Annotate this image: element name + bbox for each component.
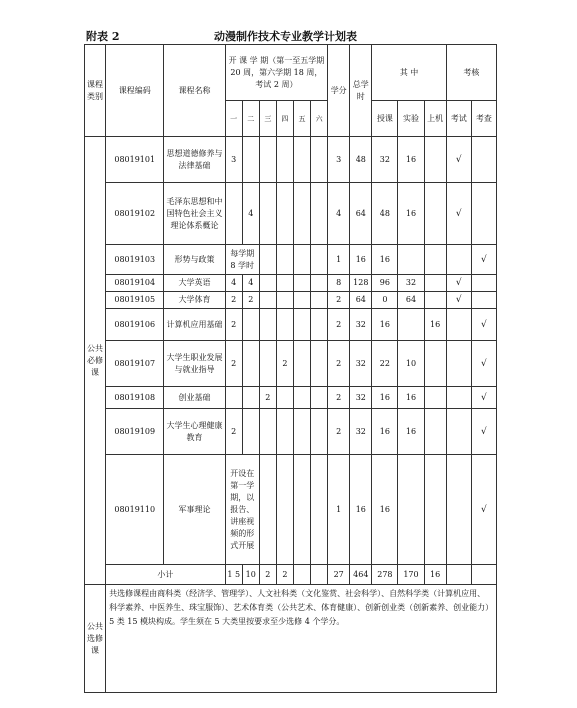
elective-row [85,585,497,693]
semester-value: 2 [225,309,242,341]
semester-value: 3 [225,137,242,183]
attachment-label: 附表 2 [86,30,120,43]
subtotal-label: 小计 [106,565,226,585]
semester-value: 4 [242,275,259,292]
semester-value [276,409,293,455]
category-public-elective: 公共选修课 [85,585,106,693]
exam-mark [446,455,471,565]
semester-value [276,137,293,183]
experiment-hours: 16 [398,387,424,409]
subtotal-semester-3: 2 [259,565,276,585]
table-row [85,183,497,245]
semester-value: 4 [225,275,242,292]
subtotal-experiment: 170 [398,565,424,585]
semester-value [242,409,259,455]
total-hours: 16 [350,245,372,275]
exam-mark [446,387,471,409]
credits: 2 [328,409,350,455]
experiment-hours: 10 [398,341,424,387]
experiment-hours [398,245,424,275]
semester-value [311,137,328,183]
semester-value [311,455,328,565]
semester-value [311,387,328,409]
semester-value [311,245,328,275]
lecture-hours: 16 [372,387,398,409]
total-hours: 32 [350,309,372,341]
category-public-required: 公共必修课 [85,137,106,585]
table-row [85,455,497,565]
header-check: 考查 [471,101,496,137]
credits: 2 [328,309,350,341]
header-exam: 考试 [446,101,471,137]
total-hours: 48 [350,137,372,183]
semester-value [311,275,328,292]
computer-hours [424,245,446,275]
semester-value [293,245,310,275]
subtotal-lecture: 278 [372,565,398,585]
exam-mark: √ [446,275,471,292]
course-code: 08019102 [106,183,164,245]
table-row [85,341,497,387]
lecture-hours: 16 [372,455,398,565]
semester-value: 2 [259,387,276,409]
header-code: 课程编码 [106,45,164,137]
course-code: 08019106 [106,309,164,341]
experiment-hours: 16 [398,137,424,183]
experiment-hours: 32 [398,275,424,292]
header-computer: 上机 [424,101,446,137]
semester-value [293,183,310,245]
computer-hours [424,275,446,292]
course-name: 毛泽东思想和中国特色社会主义理论体系概论 [164,183,225,245]
subtotal-semester-5 [293,565,310,585]
credits: 4 [328,183,350,245]
experiment-hours: 16 [398,409,424,455]
semester-1: 一 [225,101,242,137]
computer-hours: 16 [424,309,446,341]
semester-value [293,341,310,387]
semester-value [259,455,276,565]
semester-value [242,387,259,409]
experiment-hours: 16 [398,183,424,245]
check-mark: √ [471,309,496,341]
semester-value [276,387,293,409]
header-lecture: 授课 [372,101,398,137]
semester-value [311,292,328,309]
semester-value [259,183,276,245]
semester-value [293,292,310,309]
header-experiment: 实验 [398,101,424,137]
course-code: 08019108 [106,387,164,409]
page-title: 动漫制作技术专业教学计划表 [214,30,357,43]
semester-value [276,309,293,341]
semester-value [242,309,259,341]
check-mark [471,137,496,183]
course-name: 军事理论 [164,455,225,565]
semester-value [311,341,328,387]
course-code: 08019104 [106,275,164,292]
semester-value [242,137,259,183]
experiment-hours: 64 [398,292,424,309]
check-mark [471,292,496,309]
total-hours: 64 [350,292,372,309]
semester-value [259,292,276,309]
semester-value [276,275,293,292]
table-row [85,245,497,275]
semester-note: 每学期 8 学时 [225,245,259,275]
total-hours: 32 [350,409,372,455]
experiment-hours [398,309,424,341]
course-code: 08019101 [106,137,164,183]
subtotal-semester-4: 2 [276,565,293,585]
semester-6: 六 [311,101,328,137]
total-hours: 128 [350,275,372,292]
semester-value: 2 [276,341,293,387]
semester-value [293,137,310,183]
total-hours: 16 [350,455,372,565]
total-hours: 64 [350,183,372,245]
semester-value [311,309,328,341]
course-name: 大学体育 [164,292,225,309]
total-hours: 32 [350,387,372,409]
semester-value [276,245,293,275]
lecture-hours: 22 [372,341,398,387]
semester-value [259,275,276,292]
semester-value [259,409,276,455]
computer-hours [424,341,446,387]
subtotal-semester-6 [311,565,328,585]
table-row [85,292,497,309]
credits: 1 [328,455,350,565]
check-mark: √ [471,245,496,275]
exam-mark: √ [446,292,471,309]
semester-value [293,275,310,292]
semester-value: 2 [225,409,242,455]
subtotal-check [471,565,496,585]
semester-value: 2 [225,341,242,387]
subtotal-computer: 16 [424,565,446,585]
subtotal-row [85,565,497,585]
computer-hours [424,292,446,309]
header-semesters: 开 课 学 期（第一至五学期 20 周，第六学期 18 周，考试 2 周） [225,45,328,101]
check-mark: √ [471,341,496,387]
table-row [85,137,497,183]
check-mark: √ [471,387,496,409]
header-name: 课程名称 [164,45,225,137]
header-credits: 学分 [328,45,350,137]
course-name: 形势与政策 [164,245,225,275]
semester-5: 五 [293,101,310,137]
check-mark: √ [471,455,496,565]
experiment-hours [398,455,424,565]
semester-value [259,309,276,341]
course-code: 08019109 [106,409,164,455]
semester-value [242,341,259,387]
credits: 3 [328,137,350,183]
table-row [85,275,497,292]
exam-mark [446,309,471,341]
total-hours: 32 [350,341,372,387]
semester-3: 三 [259,101,276,137]
page-header [86,28,496,44]
subtotal-exam [446,565,471,585]
computer-hours [424,455,446,565]
semester-value: 2 [242,292,259,309]
subtotal-semester-1: 1 5 [225,565,242,585]
course-name: 创业基础 [164,387,225,409]
exam-mark: √ [446,137,471,183]
lecture-hours: 0 [372,292,398,309]
credits: 2 [328,341,350,387]
course-name: 计算机应用基础 [164,309,225,341]
semester-value [293,409,310,455]
credits: 2 [328,387,350,409]
check-mark [471,275,496,292]
course-code: 08019103 [106,245,164,275]
table-row [85,387,497,409]
subtotal-hours: 464 [350,565,372,585]
semester-value [259,137,276,183]
course-code: 08019105 [106,292,164,309]
semester-value: 2 [225,292,242,309]
course-name: 大学生职业发展与就业指导 [164,341,225,387]
semester-value [293,387,310,409]
semester-4: 四 [276,101,293,137]
semester-value [311,409,328,455]
course-name: 大学英语 [164,275,225,292]
check-mark: √ [471,409,496,455]
exam-mark [446,341,471,387]
semester-value [225,183,242,245]
semester-value [225,387,242,409]
course-name: 思想道德修养与法律基础 [164,137,225,183]
computer-hours [424,137,446,183]
subtotal-credits: 27 [328,565,350,585]
check-mark [471,183,496,245]
semester-value [276,455,293,565]
semester-value [293,455,310,565]
subtotal-semester-2: 10 [242,565,259,585]
computer-hours [424,409,446,455]
course-code: 08019107 [106,341,164,387]
course-name: 大学生心理健康教育 [164,409,225,455]
exam-mark [446,245,471,275]
semester-2: 二 [242,101,259,137]
credits: 8 [328,275,350,292]
course-code: 08019110 [106,455,164,565]
semester-note: 开设在第一学期，以报告、讲座视频的形式开展 [225,455,259,565]
semester-value [259,245,276,275]
lecture-hours: 16 [372,245,398,275]
header-total-hours: 总学时 [350,45,372,137]
semester-value [259,341,276,387]
header-category: 课程类别 [85,45,106,137]
semester-value [311,183,328,245]
credits: 1 [328,245,350,275]
lecture-hours: 48 [372,183,398,245]
header-among: 其 中 [372,45,446,101]
lecture-hours: 32 [372,137,398,183]
lecture-hours: 16 [372,309,398,341]
semester-value [293,309,310,341]
computer-hours [424,183,446,245]
exam-mark: √ [446,183,471,245]
semester-value: 4 [242,183,259,245]
header-assessment: 考核 [446,45,496,101]
table-row [85,309,497,341]
semester-value [276,183,293,245]
exam-mark [446,409,471,455]
header-row-1 [85,45,497,101]
table-row [85,409,497,455]
elective-description: 共选修课程由商科类（经济学、管理学）、人文社科类（文化鉴赏、社会科学）、自然科学类（计算机应用、科学素养、中医养生、珠宝服饰）、艺术体育类（公共艺术、体育健康）、创新创业类（创新素养、创业能力）5 类 15 模块构成。学生须在 5 大类里按要求至少选修 4 个学分。 [106,585,497,693]
lecture-hours: 16 [372,409,398,455]
semester-value [276,292,293,309]
teaching-plan-table [84,44,497,693]
computer-hours [424,387,446,409]
credits: 2 [328,292,350,309]
lecture-hours: 96 [372,275,398,292]
